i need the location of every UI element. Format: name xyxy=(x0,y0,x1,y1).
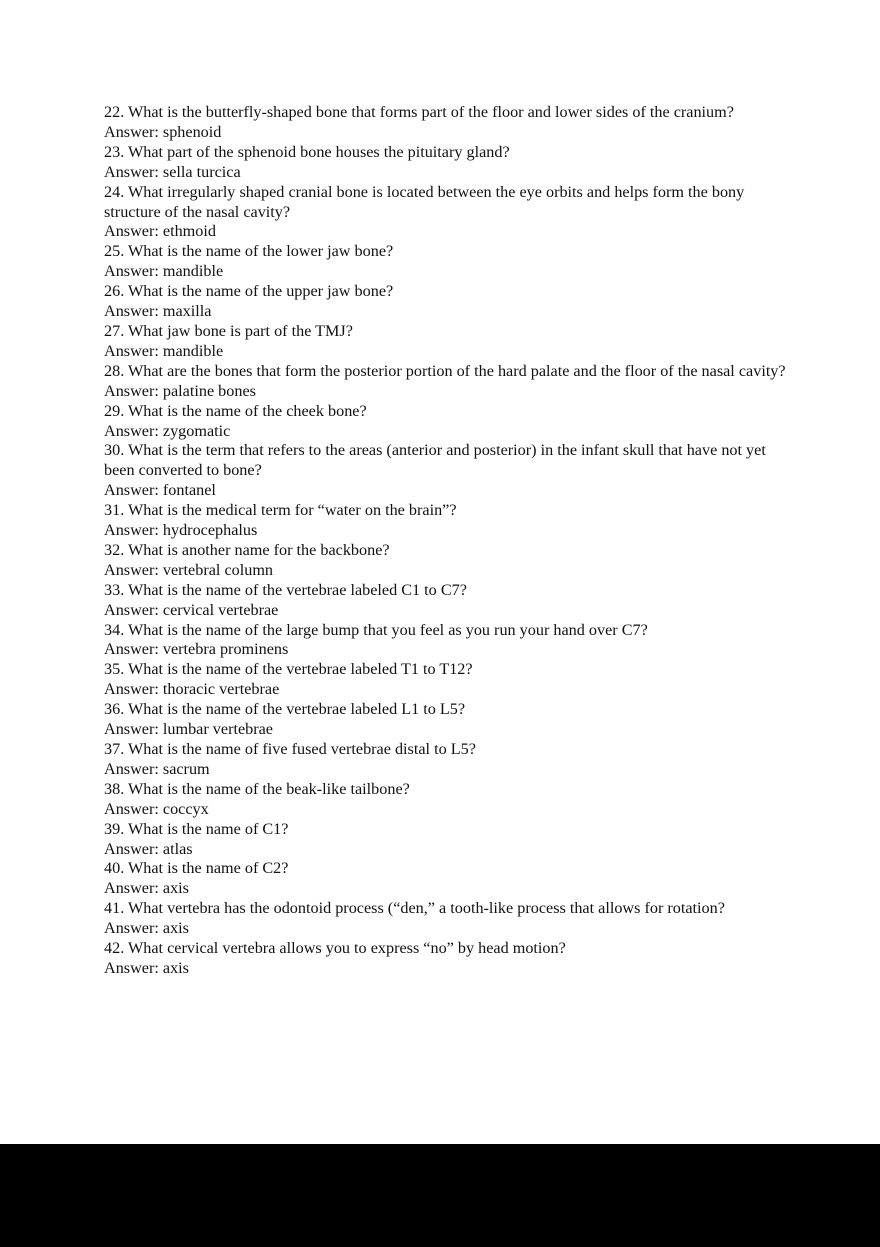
answer-text: Answer: sacrum xyxy=(104,759,210,778)
qa-item-41 xyxy=(104,899,794,939)
answer-text: Answer: zygomatic xyxy=(104,421,231,440)
question-text: 30. What is the term that refers to the areas (anterior and posterior) in the infant skull that have not yet been converted to bone? xyxy=(104,441,766,480)
question-text: 42. What cervical vertebra allows you to express “no” by head motion? xyxy=(104,939,566,958)
answer-text: Answer: maxilla xyxy=(104,302,212,321)
answer-text: Answer: palatine bones xyxy=(104,381,256,400)
qa-item-29 xyxy=(104,402,794,442)
qa-item-36 xyxy=(104,700,794,740)
question-text: 32. What is another name for the backbone? xyxy=(104,540,390,559)
qa-item-37 xyxy=(104,740,794,780)
qa-item-31 xyxy=(104,501,794,541)
question-text: 25. What is the name of the lower jaw bone? xyxy=(104,242,394,261)
question-text: 22. What is the butterfly-shaped bone that forms part of the floor and lower sides of the cranium? xyxy=(104,103,734,121)
answer-text: Answer: sphenoid xyxy=(104,122,222,141)
qa-item-30 xyxy=(104,441,794,501)
answer-text: Answer: cervical vertebrae xyxy=(104,600,279,619)
question-text: 27. What jaw bone is part of the TMJ? xyxy=(104,321,353,340)
answer-text: Answer: vertebra prominens xyxy=(104,640,289,659)
bottom-black-bar xyxy=(0,1144,880,1247)
answer-text: Answer: thoracic vertebrae xyxy=(104,680,280,699)
qa-item-40 xyxy=(104,859,794,899)
question-text: 29. What is the name of the cheek bone? xyxy=(104,401,367,420)
answer-text: Answer: fontanel xyxy=(104,481,216,500)
qa-item-38 xyxy=(104,780,794,820)
answer-text: Answer: coccyx xyxy=(104,799,209,818)
question-text: 34. What is the name of the large bump that you feel as you run your hand over C7? xyxy=(104,620,648,639)
question-text: 38. What is the name of the beak-like tailbone? xyxy=(104,779,410,798)
answer-text: Answer: axis xyxy=(104,879,189,898)
answer-text: Answer: hydrocephalus xyxy=(104,521,258,540)
qa-list xyxy=(104,103,794,979)
qa-item-35 xyxy=(104,660,794,700)
qa-item-32 xyxy=(104,541,794,581)
question-text: 40. What is the name of C2? xyxy=(104,859,289,878)
answer-text: Answer: ethmoid xyxy=(104,222,216,241)
qa-item-24 xyxy=(104,183,794,243)
qa-item-26 xyxy=(104,282,794,322)
question-text: 23. What part of the sphenoid bone houses the pituitary gland? xyxy=(104,142,510,161)
qa-item-22 xyxy=(104,103,794,143)
answer-text: Answer: lumbar vertebrae xyxy=(104,720,273,739)
answer-text: Answer: vertebral column xyxy=(104,560,274,579)
answer-text: Answer: mandible xyxy=(104,262,224,281)
qa-item-27 xyxy=(104,322,794,362)
qa-item-28 xyxy=(104,362,794,402)
qa-item-39 xyxy=(104,820,794,860)
answer-text: Answer: atlas xyxy=(104,839,193,858)
question-text: 41. What vertebra has the odontoid process (“den,” a tooth-like process that allows for rotation? xyxy=(104,899,725,918)
question-text: 37. What is the name of five fused vertebrae distal to L5? xyxy=(104,740,476,758)
qa-item-34 xyxy=(104,621,794,661)
question-text: 36. What is the name of the vertebrae labeled L1 to L5? xyxy=(104,700,466,719)
question-text: 31. What is the medical term for “water on the brain”? xyxy=(104,501,457,520)
qa-item-25 xyxy=(104,242,794,282)
answer-text: Answer: sella turcica xyxy=(104,162,241,181)
question-text: 35. What is the name of the vertebrae labeled T1 to T12? xyxy=(104,660,473,679)
answer-text: Answer: mandible xyxy=(104,341,224,360)
question-text: 28. What are the bones that form the posterior portion of the hard palate and the floor of the nasal cavity? xyxy=(104,361,786,380)
qa-item-42 xyxy=(104,939,794,979)
question-text: 33. What is the name of the vertebrae labeled C1 to C7? xyxy=(104,580,467,599)
question-text: 26. What is the name of the upper jaw bone? xyxy=(104,282,394,301)
answer-text: Answer: axis xyxy=(104,958,189,977)
qa-item-33 xyxy=(104,581,794,621)
question-text: 39. What is the name of C1? xyxy=(104,819,289,838)
question-text: 24. What irregularly shaped cranial bone is located between the eye orbits and helps form the bony structure of the nasal cavity? xyxy=(104,182,745,221)
qa-item-23 xyxy=(104,143,794,183)
answer-text: Answer: axis xyxy=(104,919,189,938)
